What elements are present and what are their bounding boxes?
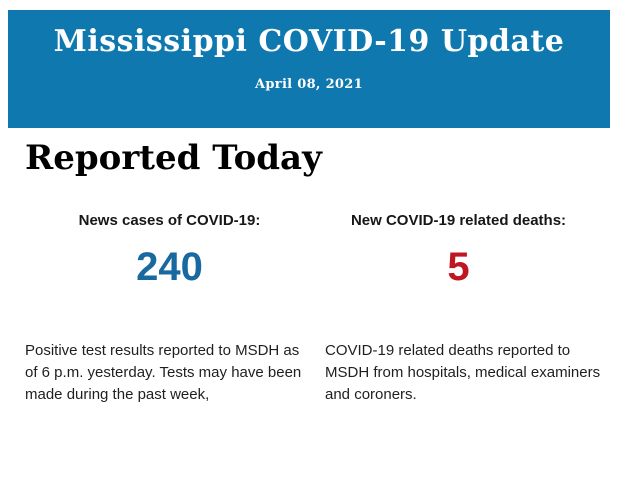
description-line: MSDH from hospitals, medical examiners	[325, 364, 601, 381]
description-line: of 6 p.m. yesterday. Tests may have been	[25, 364, 302, 381]
new-cases-label: News cases of COVID-19:	[78, 212, 261, 229]
section-title: Reported Today	[25, 138, 322, 178]
description-line: COVID-19 related deaths reported to	[325, 342, 571, 359]
report-date: April 08, 2021	[255, 77, 363, 92]
descriptions-row	[25, 340, 603, 406]
new-deaths-value: 5	[447, 245, 470, 289]
new-cases-description	[25, 340, 303, 406]
stat-new-cases	[25, 206, 314, 287]
stat-new-deaths	[314, 206, 603, 287]
header-banner	[8, 10, 610, 128]
new-cases-value: 240	[136, 245, 203, 289]
page-title: Mississippi COVID-19 Update	[53, 24, 565, 59]
stats-row	[25, 206, 603, 287]
new-deaths-label: New COVID-19 related deaths:	[350, 212, 567, 229]
description-line: Positive test results reported to MSDH as	[25, 342, 300, 359]
description-line: and coroners.	[325, 386, 417, 403]
new-deaths-description	[325, 340, 603, 406]
description-line: made during the past week,	[25, 386, 210, 403]
